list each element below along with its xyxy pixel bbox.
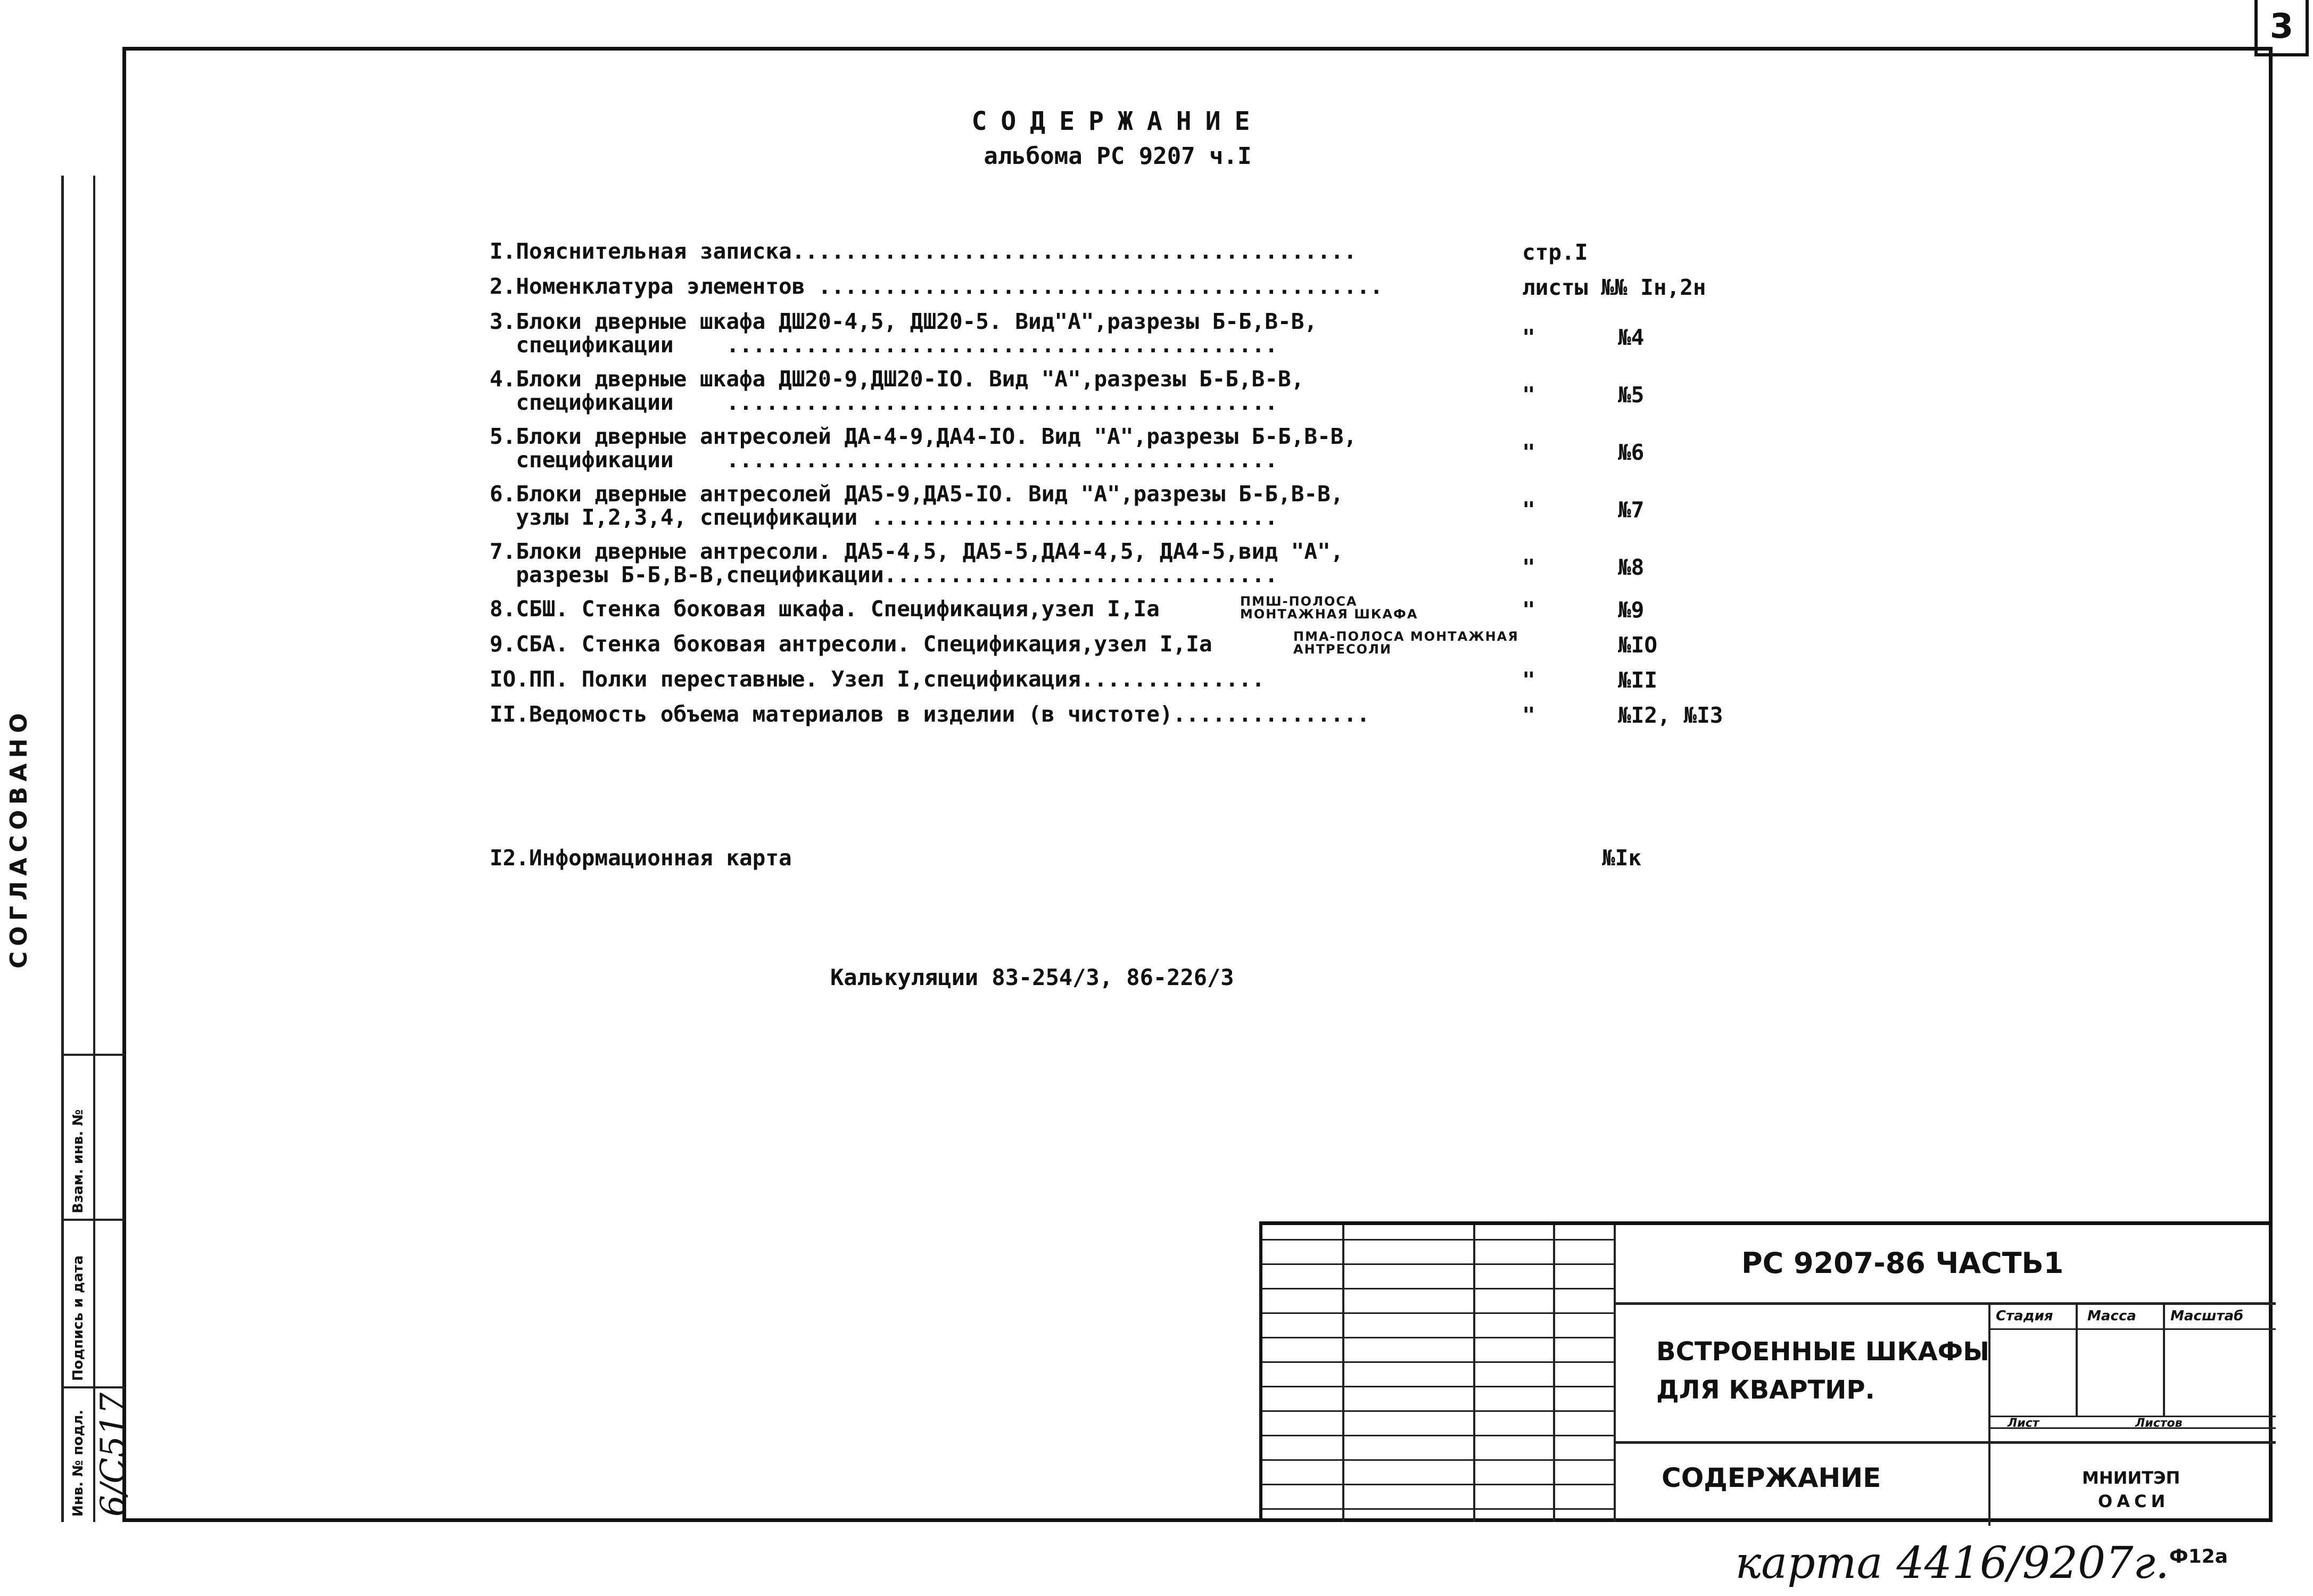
tb-row-line: [1262, 1312, 1614, 1314]
mass-label: Масса: [2087, 1308, 2136, 1324]
page-number: 3: [2254, 0, 2309, 56]
substitute-inventory-label: Взам. инв. №: [70, 1109, 86, 1213]
tb-row-line: [1262, 1337, 1614, 1338]
strip-divider: [64, 1054, 125, 1056]
toc-item-text: 7.Блоки дверные антресоли. ДА5-4,5, ДА5-5,ДА4-4,5, ДА4-5,вид "А",: [490, 539, 1344, 564]
toc-item-text: 3.Блоки дверные шкафа ДШ20-4,5, ДШ20-5. Вид"А",разрезы Б-Б,В-В,: [490, 309, 1318, 334]
tb-row-line: [1262, 1239, 1614, 1241]
toc-item-text: узлы I,2,3,4, спецификации: [490, 505, 871, 530]
toc-leader-dots: ..........................................: [726, 447, 1278, 473]
toc-item-text: спецификации: [490, 447, 726, 473]
tb-row-line: [1262, 1435, 1614, 1436]
approved-stamp-text: СОГЛАСОВАНО: [5, 708, 32, 969]
toc-item-sheet: №IO: [1618, 632, 1658, 658]
toc-item-note: ПМШ-ПОЛОСА МОНТАЖНАЯ ШКАФА: [1240, 594, 1418, 622]
info-card-ref: №Iк: [1602, 845, 1642, 871]
tb-column-line: [1342, 1225, 1344, 1522]
tb-column-line: [1473, 1225, 1475, 1522]
toc-item-sheet: №II: [1618, 667, 1658, 693]
tb-column-line: [2076, 1302, 2078, 1416]
toc-leader-dots: ..............................: [883, 562, 1278, 588]
toc-item-text: IO.ПП. Полки переставные. Узел I,спецификация: [490, 666, 1081, 692]
tb-column-line: [1553, 1225, 1555, 1522]
sheet-label: Лист: [2008, 1417, 2039, 1430]
toc-item-text: разрезы Б-Б,В-В,спецификации: [490, 562, 884, 588]
organization-name: МНИИТЭП: [2082, 1468, 2180, 1488]
toc-item-text: спецификации: [490, 390, 726, 415]
original-inventory-number: 6/С517: [94, 1392, 133, 1517]
toc-item-sheet: №9: [1618, 597, 1645, 623]
archive-note-code: Ф12а: [2169, 1545, 2228, 1568]
toc-item-ref: ": [1522, 702, 1535, 728]
tb-column-line: [2163, 1302, 2165, 1416]
sheets-label: Листов: [2135, 1417, 2183, 1430]
toc-leader-dots: ..........................................: [726, 332, 1278, 358]
toc-item-sheet: №I2, №I3: [1618, 702, 1723, 728]
toc-item-ref: листы №№ Iн,2н: [1522, 275, 1706, 300]
tb-column-line: [1988, 1302, 1990, 1526]
toc-item-text: 2.Номенклатура элементов: [490, 274, 819, 299]
page-subtitle: альбома РС 9207 ч.I: [984, 143, 1252, 170]
list-item: [490, 482, 1810, 540]
toc-leader-dots: ..........................................: [726, 390, 1278, 415]
object-name-line1: ВСТРОЕННЫЕ ШКАФЫ: [1656, 1337, 1989, 1367]
toc-item-sheet: №4: [1618, 325, 1645, 350]
object-name-line2: ДЛЯ КВАРТИР.: [1656, 1375, 1875, 1405]
toc-item-sheet: №6: [1618, 440, 1645, 465]
list-item: [490, 702, 1810, 738]
tb-row-line: [1614, 1441, 2276, 1444]
tb-row-line: [1262, 1484, 1614, 1485]
stage-label: Стадия: [1996, 1308, 2053, 1324]
title-block: [1259, 1221, 2273, 1522]
tb-row-line: [1262, 1459, 1614, 1461]
tb-row-line: [1262, 1410, 1614, 1412]
toc-item-text: спецификации: [490, 332, 726, 358]
list-item: [490, 239, 1810, 275]
list-item: [490, 425, 1810, 482]
list-item: [490, 540, 1810, 597]
list-item: [490, 667, 1810, 702]
tb-row-line: [1262, 1288, 1614, 1289]
toc-item-ref: ": [1522, 555, 1535, 580]
info-card-item: I2.Информационная карта: [490, 845, 792, 871]
organization-subname: ОАСИ: [2098, 1491, 2170, 1511]
sheet-title: СОДЕРЖАНИЕ: [1662, 1462, 1881, 1493]
toc-item-ref: ": [1522, 597, 1535, 623]
document-designation: РС 9207-86 ЧАСТЬ1: [1741, 1246, 2064, 1280]
list-item: [490, 367, 1810, 425]
toc-item-note: ПМА-ПОЛОСА МОНТАЖНАЯ АНТРЕСОЛИ: [1293, 629, 1519, 657]
toc-item-ref: ": [1522, 667, 1535, 693]
strip-divider: [93, 176, 95, 1522]
toc-item-ref: ": [1522, 440, 1535, 465]
tb-row-line: [1262, 1386, 1614, 1387]
toc-item-text: 4.Блоки дверные шкафа ДШ20-9,ДШ20-IO. Вид "А",разрезы Б-Б,В-В,: [490, 366, 1304, 392]
strip-divider: [64, 1219, 125, 1221]
list-item: [490, 594, 1810, 632]
approved-stamp: [5, 702, 43, 969]
toc-item-ref: стр.I: [1522, 239, 1588, 265]
toc-leader-dots: ..............: [1080, 666, 1265, 692]
toc-leader-dots: ...............................: [870, 505, 1278, 530]
toc-item-text: 8.СБШ. Стенка боковая шкафа. Спецификация,узел I,Iа: [490, 596, 1160, 622]
list-item: [490, 629, 1810, 667]
toc-item-text: 9.СБА. Стенка боковая антресоли. Спецификация,узел I,Iа: [490, 631, 1212, 657]
left-approval-strip: [61, 176, 133, 1522]
signature-date-label: Подпись и дата: [70, 1255, 86, 1381]
toc-item-ref: ": [1522, 382, 1535, 408]
tb-row-line: [1614, 1302, 2276, 1305]
toc-leader-dots: ...............: [1172, 701, 1370, 727]
toc-item-text: 5.Блоки дверные антресолей ДА-4-9,ДА4-IO. Вид "А",разрезы Б-Б,В-В,: [490, 424, 1357, 449]
calculations-note: Калькуляции 83-254/3, 86-226/3: [830, 964, 1234, 990]
strip-divider: [64, 1386, 125, 1388]
toc-item-sheet: №7: [1618, 497, 1645, 523]
archive-note-text: карта 4416/9207г.: [1735, 1538, 2169, 1589]
toc-item-sheet: №5: [1618, 382, 1645, 408]
tb-row-line: [1262, 1508, 1614, 1510]
tb-row-line: [1988, 1328, 2276, 1330]
toc-item-text: II.Ведомость объема материалов в изделии (в чистоте): [490, 701, 1173, 727]
toc-leader-dots: ...........................................: [791, 238, 1357, 264]
original-inventory-label: Инв. № подл.: [70, 1409, 86, 1517]
list-item: [490, 310, 1810, 367]
toc-item-text: I.Пояснительная записка: [490, 238, 792, 264]
page-title: СОДЕРЖАНИЕ: [971, 106, 1264, 136]
archive-note: [1735, 1538, 2228, 1589]
table-of-contents: [490, 239, 1810, 738]
tb-column-line: [1614, 1225, 1616, 1522]
toc-leader-dots: ...........................................: [818, 274, 1383, 299]
toc-item-ref: ": [1522, 497, 1535, 523]
list-item: [490, 275, 1810, 310]
tb-row-line: [1262, 1263, 1614, 1265]
toc-item-text: 6.Блоки дверные антресолей ДА5-9,ДА5-IO. Вид "А",разрезы Б-Б,В-В,: [490, 481, 1344, 507]
tb-row-line: [1262, 1361, 1614, 1363]
toc-item-sheet: №8: [1618, 555, 1645, 580]
toc-item-ref: ": [1522, 325, 1535, 350]
scale-label: Масштаб: [2170, 1308, 2244, 1324]
